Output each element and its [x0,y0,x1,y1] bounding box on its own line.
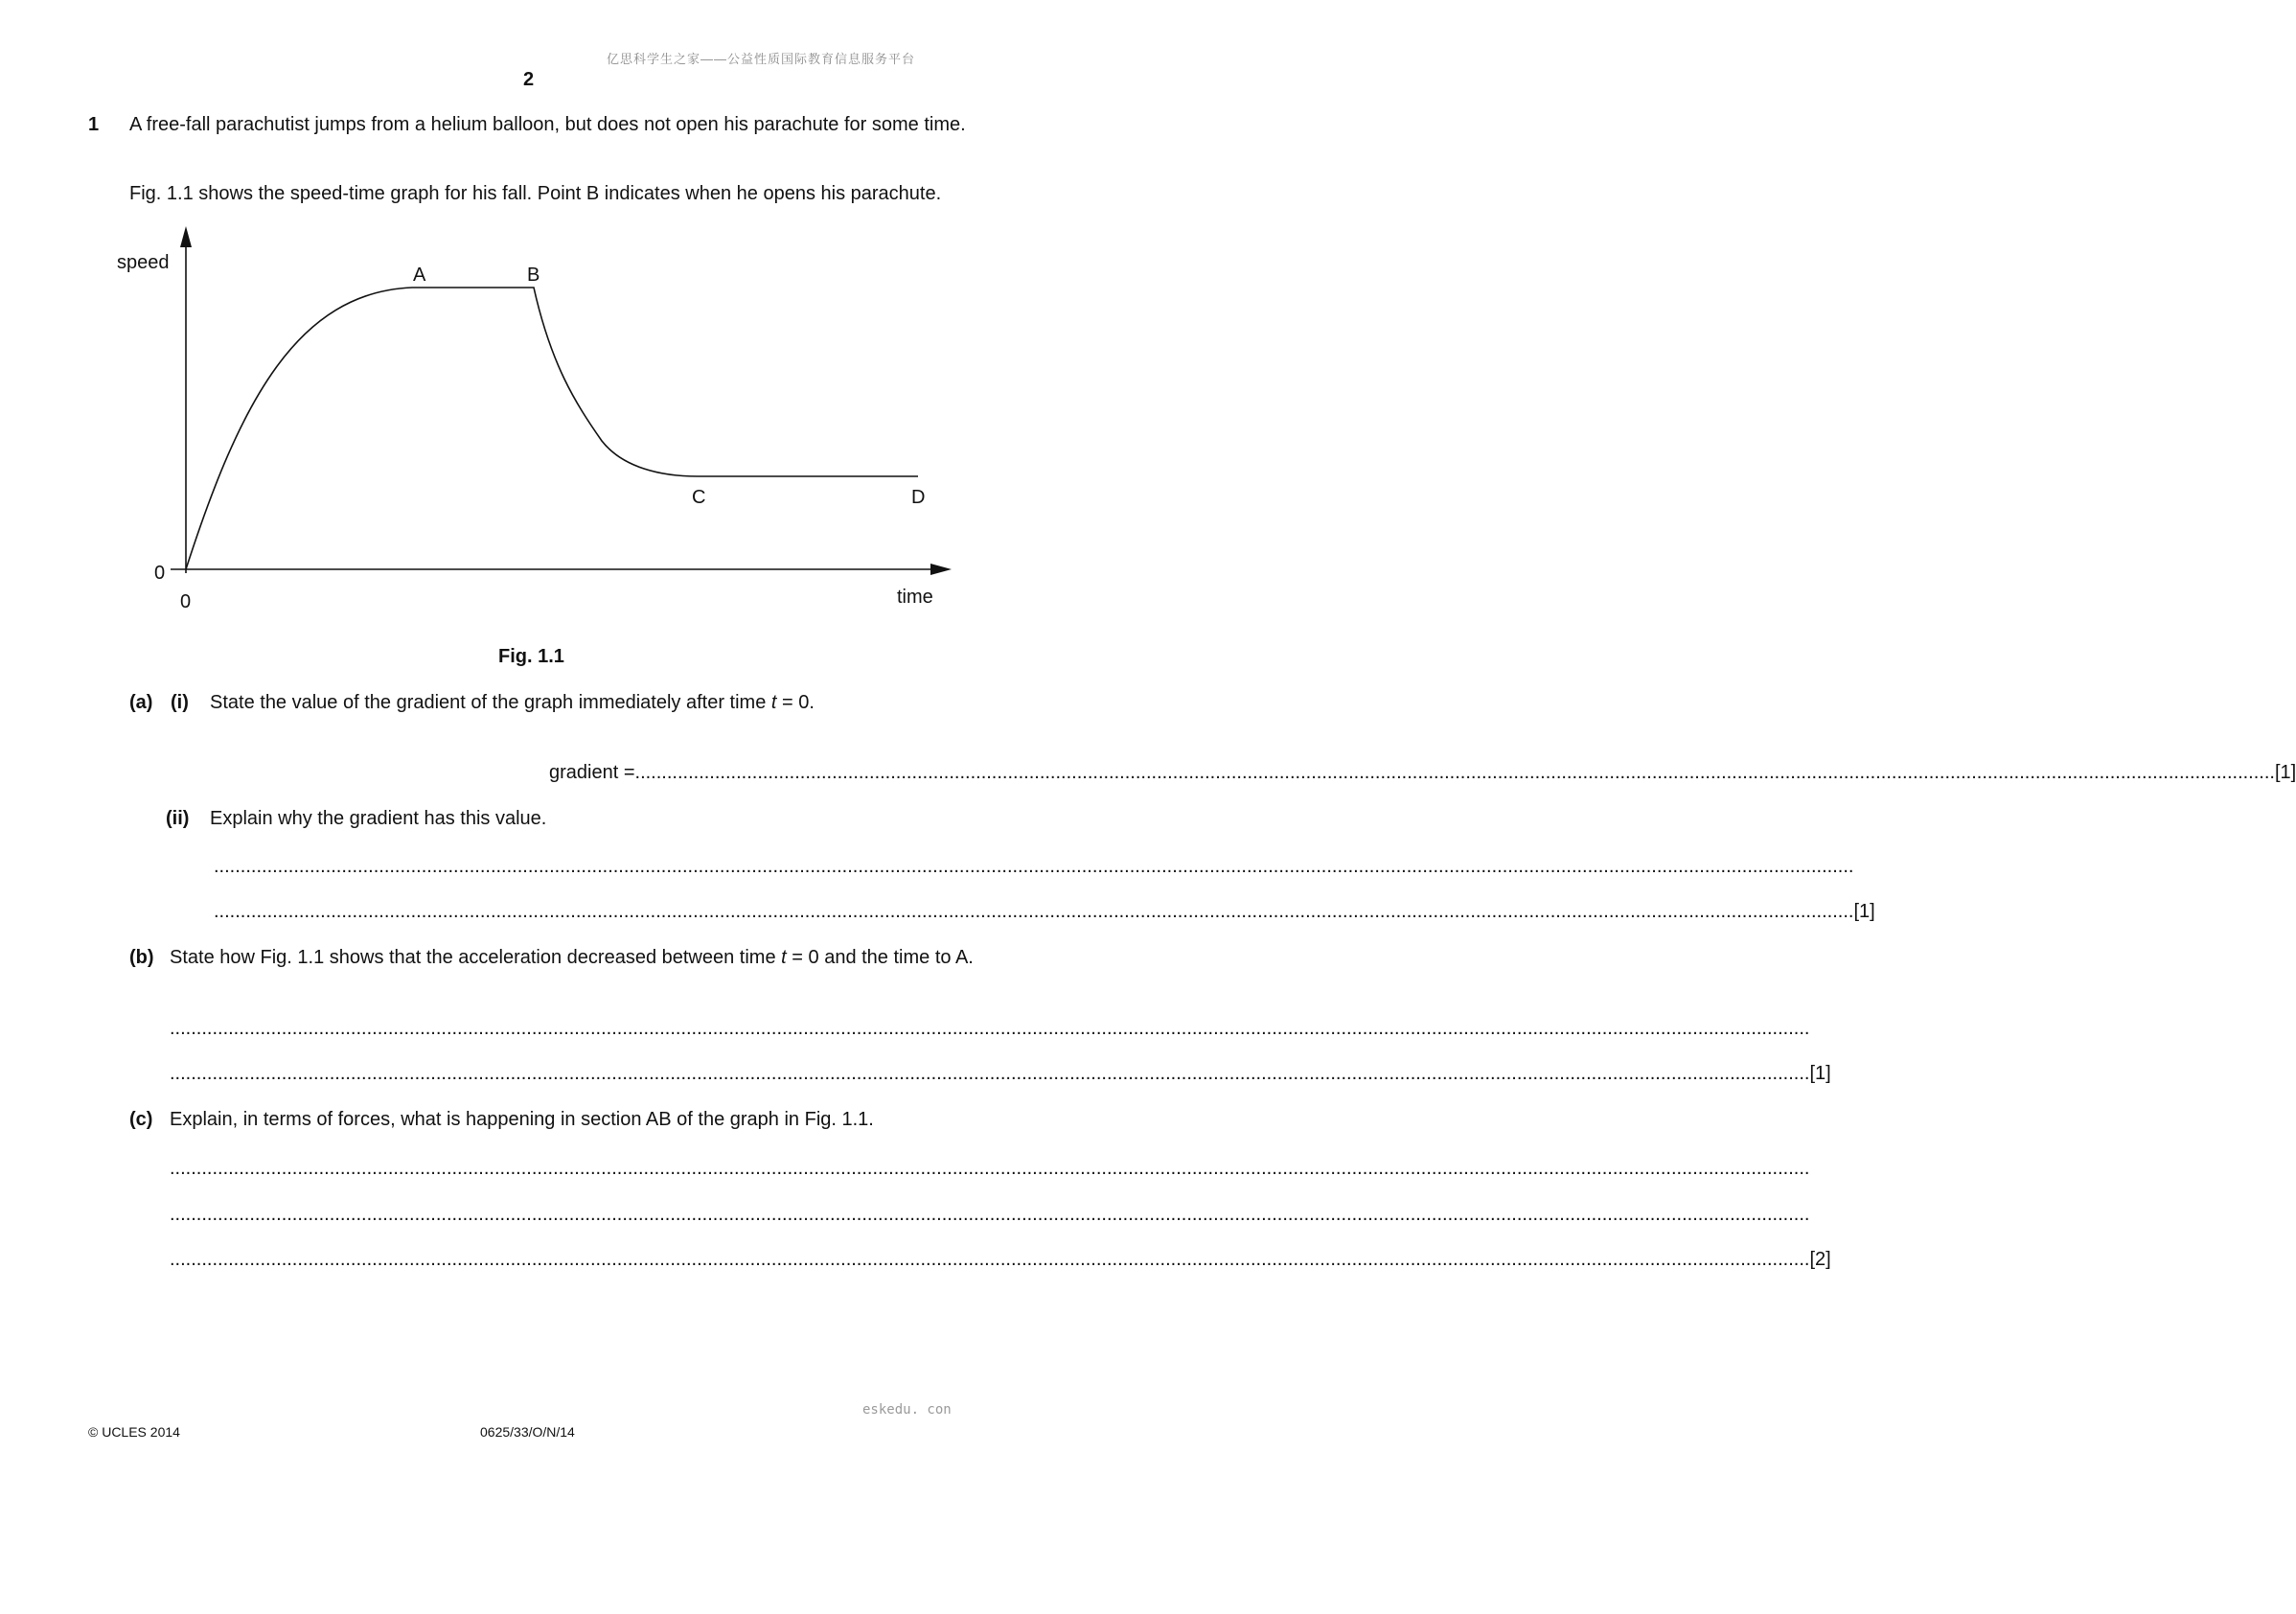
point-a-label: A [413,265,426,286]
part-b-text-before: State how Fig. 1.1 shows that the acceleration decreased between time [170,947,782,968]
speed-curve [186,288,918,569]
question-number: 1 [88,114,100,135]
part-a-ii-marks: [1] [1853,901,1875,922]
y-axis-label: speed [117,252,170,273]
speed-time-graph [0,0,1141,671]
header-watermark: 亿思科学生之家——公益性质国际教育信息服务平台 [607,52,916,66]
part-b-question [170,945,975,970]
answer-dots: .................................................................................................................................................................................................................................................................................................................... [170,1063,1810,1084]
part-b-variable: t [781,947,787,968]
figure-intro: Fig. 1.1 shows the speed-time graph for his fall. Point B indicates when he opens his parachute. [129,183,942,204]
point-c-label: C [692,487,706,508]
answer-dots: .................................................................................................................................................................................................................................................................................................................... [170,1249,1810,1270]
figure-caption: Fig. 1.1 [498,646,564,667]
part-a-i-variable: t [770,692,777,713]
part-c-marks: [2] [1809,1249,1831,1270]
part-c-label: (c) [129,1109,153,1130]
part-b-text-after: = 0 and the time to A. [786,947,974,968]
part-a-i-text-after: = 0. [776,692,815,713]
part-c-answer-line-1[interactable]: .................................................................................................................................................................................................................................................................................................................... [170,1158,1810,1179]
part-b-answer-line-2[interactable] [170,1061,1831,1086]
part-a-i-marks: [1] [2274,762,2296,783]
answer-dots: .................................................................................................................................................................................................................................................................................................................... [214,901,1854,922]
point-b-label: B [527,265,540,286]
gradient-answer-line[interactable] [549,760,2296,785]
part-b-label: (b) [129,947,154,968]
part-c-answer-line-3[interactable] [170,1247,1831,1272]
x-origin-label: 0 [180,591,192,612]
part-a-label: (a) [129,692,153,713]
part-a-i-text-before: State the value of the gradient of the graph immediately after time [210,692,771,713]
footer-paper-code: 0625/33/O/N/14 [480,1424,575,1440]
gradient-answer-dots: .................................................................................................................................................................................................................................................................................................................... [634,762,2275,783]
x-axis-label: time [897,587,933,608]
footer-site-watermark: eskedu. con [862,1402,952,1418]
gradient-answer-prefix: gradient = [549,762,635,783]
part-b-marks: [1] [1809,1063,1831,1084]
part-c-question: Explain, in terms of forces, what is happening in section AB of the graph in Fig. 1.1. [170,1109,874,1130]
part-a-i-question [210,690,815,715]
page-number: 2 [523,69,535,90]
part-a-i-label: (i) [171,692,189,713]
part-c-answer-line-2[interactable]: .................................................................................................................................................................................................................................................................................................................... [170,1204,1810,1225]
part-a-ii-answer-line-2[interactable] [214,899,1875,924]
part-a-ii-question: Explain why the gradient has this value. [210,808,547,829]
footer-copyright: © UCLES 2014 [88,1424,180,1440]
y-origin-label: 0 [154,563,166,584]
question-intro: A free-fall parachutist jumps from a helium balloon, but does not open his parachute for some time. [129,114,966,135]
x-axis-arrow [930,564,952,575]
part-a-ii-answer-line-1[interactable]: .................................................................................................................................................................................................................................................................................................................... [214,856,1854,877]
part-b-answer-line-1[interactable]: .................................................................................................................................................................................................................................................................................................................... [170,1018,1810,1039]
part-a-ii-label: (ii) [166,808,190,829]
point-d-label: D [911,487,926,508]
y-axis-arrow [180,226,192,247]
